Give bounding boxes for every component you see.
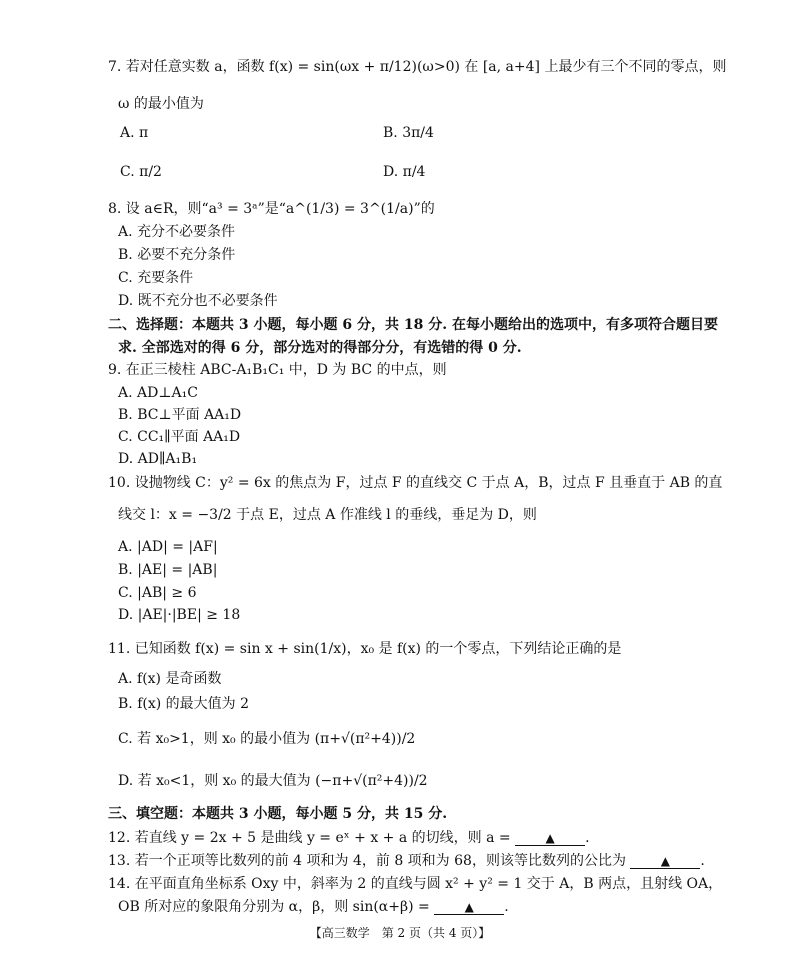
- q14-line2: [118, 898, 509, 916]
- q10-option-a: A. |AD| = |AF|: [118, 539, 218, 555]
- q13-answer-blank[interactable]: ▲: [630, 854, 700, 869]
- q8-option-b: B. 必要不充分条件: [118, 247, 236, 263]
- q7-option-a: A. π: [120, 125, 149, 141]
- q14-line1: 14. 在平面直角坐标系 Oxy 中，斜率为 2 的直线与圆 x² + y² = 1 交于 A，B 两点，且射线 OA，: [108, 876, 723, 892]
- q12-end: .: [585, 830, 590, 846]
- q9-option-b: B. BC⊥平面 AA₁D: [118, 407, 242, 423]
- q8-option-a: A. 充分不必要条件: [118, 224, 236, 240]
- q13-line: [108, 852, 705, 870]
- q13-stem: 13. 若一个正项等比数列的前 4 项和为 4，前 8 项和为 68，则该等比数列的公比为: [108, 853, 626, 869]
- q12-line: [108, 829, 590, 847]
- q8-stem: 8. 设 a∈R，则“a³ = 3ᵃ”是“a^(1/3) = 3^(1/a)”的: [108, 201, 435, 217]
- q10-option-d: D. |AE|·|BE| ≥ 18: [118, 607, 241, 623]
- q10-line2: 线交 l：x = −3/2 于点 E，过点 A 作准线 l 的垂线，垂足为 D，则: [118, 507, 537, 523]
- q14-end: .: [504, 899, 509, 915]
- q10-option-c: C. |AB| ≥ 6: [118, 585, 197, 601]
- q14-answer-blank[interactable]: ▲: [434, 900, 504, 915]
- q11-option-c: C. 若 x₀>1，则 x₀ 的最小值为 (π+√(π²+4))/2: [118, 731, 416, 747]
- q12-stem: 12. 若直线 y = 2x + 5 是曲线 y = eˣ + x + a 的切线，则 a =: [108, 830, 511, 846]
- q7-option-d: D. π/4: [383, 164, 426, 180]
- q10-option-b: B. |AE| = |AB|: [118, 562, 218, 578]
- q12-answer-blank[interactable]: ▲: [515, 831, 585, 846]
- q8-option-d: D. 既不充分也不必要条件: [118, 293, 278, 309]
- q7-line1: 7. 若对任意实数 a，函数 f(x) = sin(ωx + π/12)(ω>0) 在 [a, a+4] 上最少有三个不同的零点，则: [108, 59, 727, 75]
- q13-end: .: [700, 853, 705, 869]
- q10-line1: 10. 设抛物线 C：y² = 6x 的焦点为 F，过点 F 的直线交 C 于点 A，B，过点 F 且垂直于 AB 的直: [108, 475, 723, 491]
- q7-option-b: B. 3π/4: [383, 125, 434, 141]
- section2-header-line2: 求. 全部选对的得 6 分，部分选对的得部分分，有选错的得 0 分.: [118, 340, 522, 356]
- section2-header-line1: 二、选择题：本题共 3 小题，每小题 6 分，共 18 分. 在每小题给出的选项中，有多项符合题目要: [108, 317, 718, 333]
- q14-stem: OB 所对应的象限角分别为 α，β，则 sin(α+β) =: [118, 899, 430, 915]
- q8-option-c: C. 充要条件: [118, 270, 194, 286]
- q9-option-a: A. AD⊥A₁C: [118, 385, 198, 401]
- page-footer: 【高三数学 第 2 页（共 4 页）】: [309, 926, 491, 940]
- q11-option-b: B. f(x) 的最大值为 2: [118, 696, 249, 712]
- q11-option-a: A. f(x) 是奇函数: [118, 671, 222, 687]
- q9-option-c: C. CC₁∥平面 AA₁D: [118, 429, 241, 445]
- section3-header: 三、填空题：本题共 3 小题，每小题 5 分，共 15 分.: [108, 806, 448, 822]
- q9-option-d: D. AD∥A₁B₁: [118, 451, 198, 467]
- q11-option-d: D. 若 x₀<1，则 x₀ 的最大值为 (−π+√(π²+4))/2: [118, 773, 428, 789]
- q7-option-c: C. π/2: [120, 164, 162, 180]
- q11-stem: 11. 已知函数 f(x) = sin x + sin(1/x)，x₀ 是 f(x) 的一个零点，下列结论正确的是: [108, 641, 622, 657]
- q9-stem: 9. 在正三棱柱 ABC-A₁B₁C₁ 中，D 为 BC 的中点，则: [108, 362, 447, 378]
- q7-line2: ω 的最小值为: [118, 96, 204, 112]
